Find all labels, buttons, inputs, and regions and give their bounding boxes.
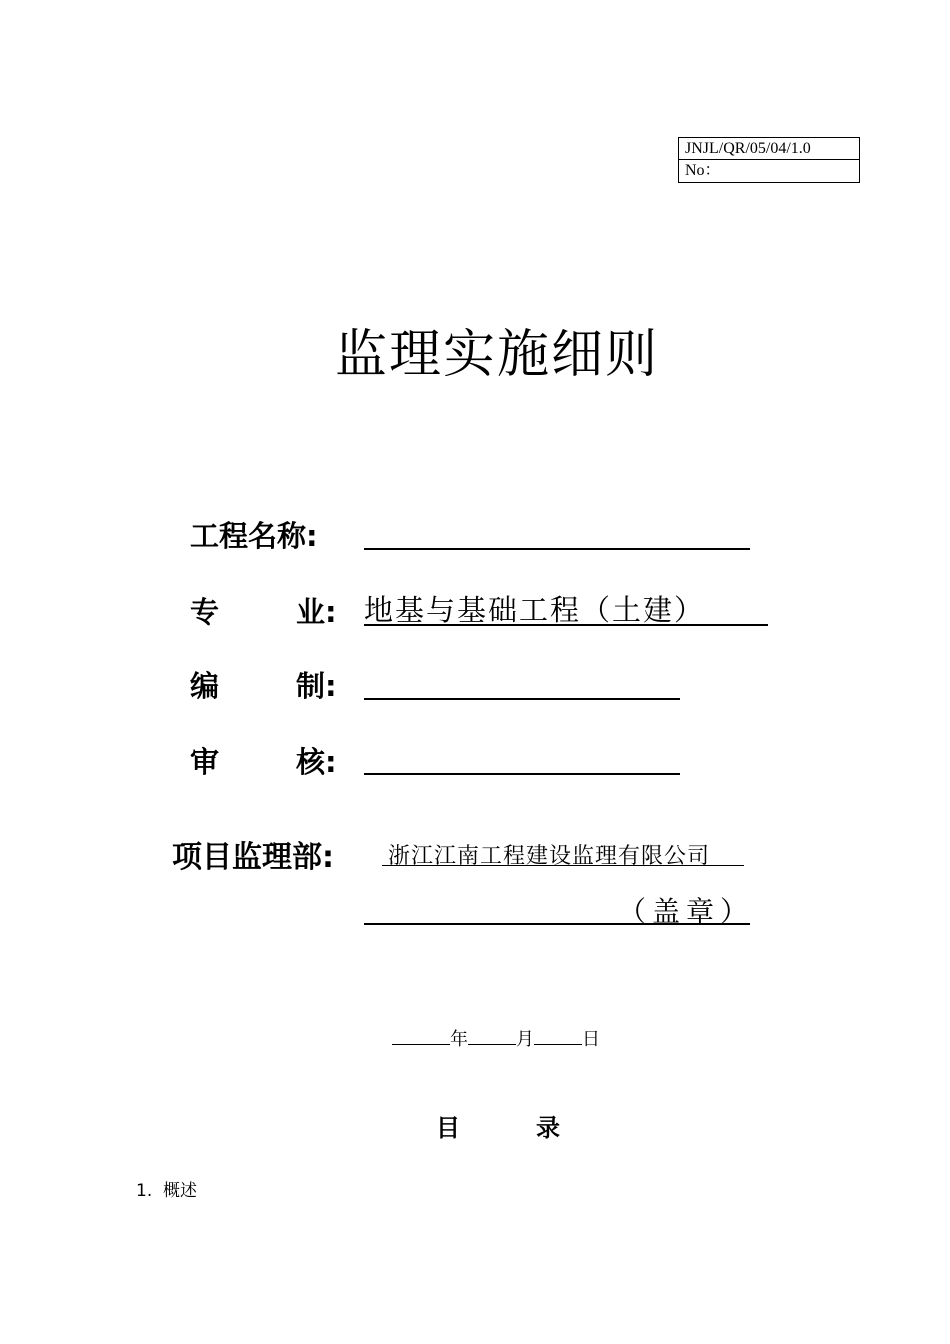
compiled-label-a: 编: [190, 669, 220, 703]
day-label: 日: [582, 1029, 600, 1050]
day-blank: [534, 1028, 582, 1045]
review-label-b: 核:: [296, 745, 337, 779]
seal-underline: [364, 923, 750, 925]
project-name-label: 工程名称:: [190, 519, 318, 553]
review-label-a: 审: [190, 745, 220, 779]
compiled-label-b: 制:: [296, 669, 337, 703]
document-title: 监理实施细则: [334, 325, 659, 385]
project-name-underline: [364, 548, 750, 550]
toc-title: [436, 1108, 560, 1143]
review-underline: [364, 773, 680, 775]
company-underline: [382, 865, 744, 866]
year-label: 年: [450, 1029, 468, 1050]
date-row: [392, 1025, 600, 1051]
document-code: JNJL/QR/05/04/1.0: [679, 138, 859, 160]
toc-title-b: 录: [536, 1114, 560, 1142]
specialty-label-b: 业:: [296, 595, 337, 629]
toc-title-a: 目: [436, 1114, 460, 1142]
specialty-value: 地基与基础工程（土建）: [364, 593, 706, 627]
compiled-underline: [364, 698, 680, 700]
specialty-label-a: 专: [190, 595, 220, 629]
year-blank: [392, 1028, 450, 1045]
seal-label: （盖章）: [618, 895, 755, 928]
document-number-label: No：: [685, 162, 721, 179]
document-code-box: [678, 137, 860, 183]
month-label: 月: [516, 1029, 534, 1050]
month-blank: [468, 1028, 516, 1045]
specialty-underline: [364, 624, 768, 626]
toc-item-number: 1.: [136, 1181, 153, 1201]
company-name: 浙江江南工程建设监理有限公司: [388, 844, 711, 869]
toc-item-text: 概述: [163, 1181, 198, 1201]
department-label: 项目监理部:: [172, 840, 334, 875]
toc-item[interactable]: [136, 1176, 197, 1201]
